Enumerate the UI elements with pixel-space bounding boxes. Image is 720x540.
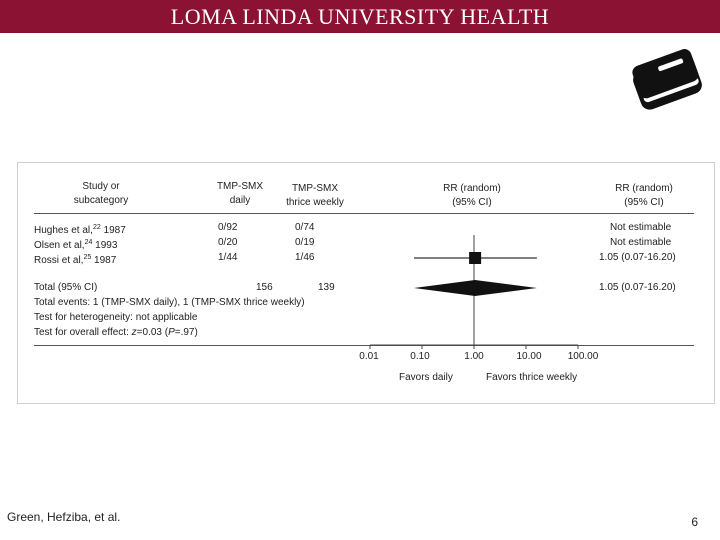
favors-daily-label: Favors daily	[399, 372, 453, 383]
study-column-header-line1: Study or	[82, 181, 120, 192]
study-name: Hughes et al,	[34, 225, 93, 236]
study-year: 1993	[95, 240, 118, 251]
rr-text-header-line2: (95% CI)	[624, 197, 664, 208]
heterogeneity-note: Test for heterogeneity: not applicable	[34, 312, 198, 323]
pooled-estimate-diamond	[414, 280, 537, 296]
thrice-events-hughes: 0/74	[295, 222, 315, 233]
rr-text-rossi: 1.05 (0.07-16.20)	[599, 252, 676, 263]
forest-plot-figure	[17, 162, 715, 404]
study-ref: 25	[83, 254, 92, 261]
axis-tick-label: 1.00	[464, 351, 484, 362]
slide-number: 6	[691, 515, 698, 529]
total-label: Total (95% CI)	[34, 282, 98, 293]
study-ref: 22	[92, 224, 101, 231]
rr-text-header-line1: RR (random)	[615, 183, 673, 194]
daily-column-header-line1: TMP-SMX	[216, 181, 264, 192]
study-name: Rossi et al,	[34, 255, 84, 266]
total-events-note: Total events: 1 (TMP-SMX daily), 1 (TMP-SMX thrice weekly)	[34, 297, 305, 308]
axis-tick-label: 0.10	[410, 351, 430, 362]
daily-column-header-line2: daily	[229, 195, 251, 206]
total-thrice: 139	[318, 282, 335, 293]
study-point-marker	[469, 252, 481, 264]
header-bar	[0, 0, 720, 33]
daily-events-olsen: 0/20	[218, 237, 238, 248]
forest-plot-graphic	[18, 163, 714, 403]
daily-events-hughes: 0/92	[218, 222, 238, 233]
overall-effect-note: Test for overall effect: z=0.03 (P=.97)	[34, 327, 198, 338]
footer-author: Green, Hefziba, et al.	[7, 510, 121, 524]
study-column-header-line2: subcategory	[73, 195, 129, 206]
daily-events-rossi: 1/44	[218, 252, 238, 263]
study-year: 1987	[103, 225, 126, 236]
thrice-events-rossi: 1/46	[295, 252, 315, 263]
study-ref: 24	[84, 239, 93, 246]
thrice-events-olsen: 0/19	[295, 237, 315, 248]
study-name: Olsen et al,	[34, 240, 85, 251]
axis-tick-label: 10.00	[516, 351, 542, 362]
rr-text-olsen: Not estimable	[610, 237, 672, 248]
rr-plot-header-line1: RR (random)	[443, 183, 501, 194]
axis-tick-label: 100.00	[567, 351, 599, 362]
thrice-column-header-line1: TMP-SMX	[291, 183, 339, 194]
favors-thrice-label: Favors thrice weekly	[486, 372, 578, 383]
total-rr-text: 1.05 (0.07-16.20)	[599, 282, 676, 293]
book-icon	[622, 40, 714, 116]
total-daily: 156	[256, 282, 273, 293]
study-year: 1987	[94, 255, 117, 266]
rr-plot-header-line2: (95% CI)	[452, 197, 492, 208]
rr-text-hughes: Not estimable	[610, 222, 672, 233]
axis-tick-label: 0.01	[359, 351, 379, 362]
header-title: LOMA LINDA UNIVERSITY HEALTH	[170, 4, 550, 29]
thrice-column-header-line2: thrice weekly	[286, 197, 344, 208]
